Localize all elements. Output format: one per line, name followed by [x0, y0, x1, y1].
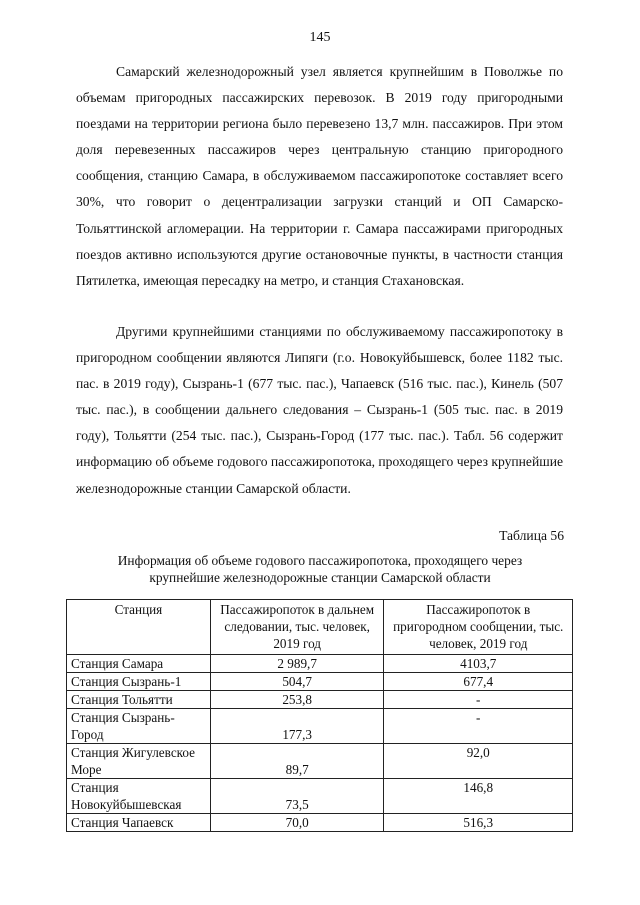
cell-long-distance: 70,0: [210, 814, 384, 832]
cell-suburban: 677,4: [384, 673, 573, 691]
cell-suburban: 4103,7: [384, 655, 573, 673]
cell-suburban: 92,0: [384, 744, 573, 779]
cell-station: Станция Сызрань-1: [67, 673, 211, 691]
paragraph-samara-hub: Самарский железнодорожный узел является крупнейшим в Поволжье по объемам пригородных пассажирских перевозок. В 2019 году пригородными поездами на территории региона было перевезено 13,7 млн. пассажиров. При этом доля перевезенных пассажиров через центральную станцию пригородного сообщения, станцию Самара, в обслуживаемом пассажиропотоке составляет всего 30%, что говорит о децентрализации загрузки станций и ОП Самарско-Тольяттинской агломерации. На территории г. Самара пассажирами пригородных поездов активно используются другие остановочные пункты, в частности станция Пятилетка, имеющая пересадку на метро, и станция Стахановская.: [76, 64, 563, 288]
cell-suburban: 516,3: [384, 814, 573, 832]
table-title-line-2: крупнейшие железнодорожные станции Самарской области: [149, 570, 491, 585]
cell-long-distance: 73,5: [210, 779, 384, 814]
cell-station: Станция Новокуйбышевская: [67, 779, 211, 814]
cell-long-distance: 177,3: [210, 709, 384, 744]
cell-long-distance: 2 989,7: [210, 655, 384, 673]
cell-long-distance: 253,8: [210, 691, 384, 709]
table-header-row: [67, 600, 573, 655]
cell-long-distance: 504,7: [210, 673, 384, 691]
cell-station: Станция Жигулевское Море: [67, 744, 211, 779]
table-row: [67, 709, 573, 744]
cell-station: Станция Тольятти: [67, 691, 211, 709]
header-long-distance: Пассажиропоток в дальнем следовании, тыс. человек, 2019 год: [210, 600, 384, 655]
header-suburban: Пассажиропоток в пригородном сообщении, тыс. человек, 2019 год: [384, 600, 573, 655]
cell-station: Станция Чапаевск: [67, 814, 211, 832]
cell-suburban: 146,8: [384, 779, 573, 814]
table-row: [67, 655, 573, 673]
table-row: [67, 779, 573, 814]
table-row: [67, 673, 573, 691]
cell-suburban: -: [384, 709, 573, 744]
page-number: 145: [309, 30, 331, 45]
table-row: [67, 744, 573, 779]
cell-station: Станция Самара: [67, 655, 211, 673]
cell-suburban: -: [384, 691, 573, 709]
table-title-line-1: Информация об объеме годового пассажиропотока, проходящего через: [117, 553, 523, 568]
cell-long-distance: 89,7: [210, 744, 384, 779]
table-label: Таблица 56: [499, 528, 564, 543]
header-station: Станция: [67, 600, 211, 655]
table-title: [60, 552, 580, 586]
passenger-flow-table: [66, 599, 573, 832]
table-row: [67, 814, 573, 832]
cell-station: Станция Сызрань-Город: [67, 709, 211, 744]
paragraph-largest-stations: Другими крупнейшими станциями по обслуживаемому пассажиропотоку в пригородном сообщении являются Липяги (г.о. Новокуйбышевск, более 1182 тыс. пас. в 2019 году), Сызрань-1 (677 тыс. пас.), Чапаевск (516 тыс. пас.), Кинель (507 тыс. пас.), в сообщении дальнего следования – Сызрань-1 (505 тыс. пас. в 2019 году), Тольятти (254 тыс. пас.), Сызрань-Город (177 тыс. пас.). Табл. 56 содержит информацию об объеме годового пассажиропотока, проходящего через крупнейшие железнодорожные станции Самарской области.: [76, 324, 564, 496]
table-row: [67, 691, 573, 709]
